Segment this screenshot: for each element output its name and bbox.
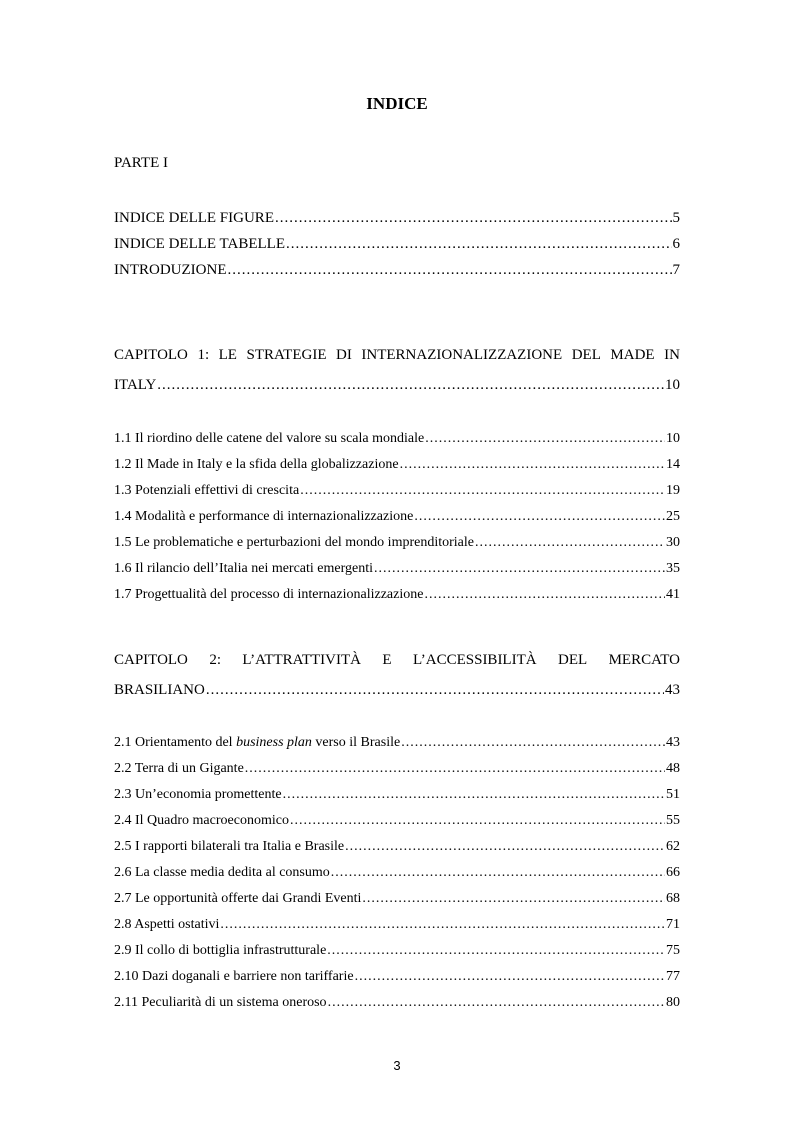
dot-leader: [245, 756, 665, 782]
section-entry: [114, 860, 680, 886]
chapter-title-word: DEL: [558, 652, 588, 668]
section-page: 66: [666, 865, 680, 880]
dot-leader: [286, 231, 672, 257]
chapter-title-word: DI: [336, 347, 352, 363]
chapter-1-title-line2: [114, 370, 680, 400]
chapter-1-page: 10: [665, 377, 680, 393]
section-entry: [114, 912, 680, 938]
chapter-title-word: INTERNAZIONALIZZAZIONE: [361, 347, 563, 363]
section-page: 48: [666, 761, 680, 776]
section-title: [114, 504, 413, 530]
chapter-title-word: MERCATO: [608, 652, 680, 668]
chapter-title-word: CAPITOLO: [114, 347, 188, 363]
section-title-text: 2.6 La classe media dedita al consumo: [114, 865, 330, 880]
dot-leader: [475, 530, 665, 556]
page-title: INDICE: [366, 94, 428, 113]
dot-leader: [331, 860, 665, 886]
section-page: 43: [666, 735, 680, 750]
section-title-text: 2.11 Peculiarità di un sistema oneroso: [114, 995, 327, 1010]
dot-leader: [283, 782, 665, 808]
section-title-text: 1.3 Potenziali effettivi di crescita: [114, 483, 300, 498]
section-page: 10: [666, 431, 680, 446]
section-title-text: 2.10 Dazi doganali e barriere non tariffarie: [114, 969, 354, 984]
chapter-2-title-line2: [114, 675, 680, 705]
dot-leader: [374, 556, 665, 582]
section-page: 71: [666, 917, 680, 932]
section-entry: [114, 756, 680, 782]
section-title: [114, 834, 344, 860]
section-entry: [114, 938, 680, 964]
chapter-2-title-line1: [114, 645, 680, 675]
section-entry: [114, 426, 680, 452]
section-entry: [114, 530, 680, 556]
section-page: 62: [666, 839, 680, 854]
chapter-title-word: 1:: [197, 347, 210, 363]
section-title-text: 2.4 Il Quadro macroeconomico: [114, 813, 289, 828]
section-title-text: 2.2 Terra di un Gigante: [114, 761, 244, 776]
section-title-text: 2.1 Orientamento del: [114, 735, 237, 750]
chapter-title-word: IN: [664, 347, 680, 363]
section-page: 41: [666, 587, 680, 602]
section-title-text: 2.9 Il collo di bottiglia infrastrutturale: [114, 943, 327, 958]
dot-leader: [327, 938, 665, 964]
dot-leader: [345, 834, 665, 860]
dot-leader: [157, 370, 664, 400]
chapter-title-word: LE: [218, 347, 237, 363]
dot-leader: [220, 912, 665, 938]
dot-leader: [401, 730, 665, 756]
section-title: [114, 582, 423, 608]
section-entry: [114, 964, 680, 990]
dot-leader: [414, 504, 665, 530]
dot-leader: [328, 990, 665, 1016]
section-title: [114, 886, 361, 912]
toc-entry-title: INDICE DELLE FIGURE: [114, 210, 274, 226]
section-entry: [114, 556, 680, 582]
section-page: 77: [666, 969, 680, 984]
section-title: [114, 426, 424, 452]
dot-leader: [206, 675, 664, 705]
dot-leader: [300, 478, 665, 504]
section-title-text: 1.1 Il riordino delle catene del valore su scala mondiale: [114, 431, 425, 446]
toc-entry-page: 5: [672, 210, 680, 226]
section-title: [114, 556, 373, 582]
section-page: 68: [666, 891, 680, 906]
section-title: [114, 912, 219, 938]
section-page: 75: [666, 943, 680, 958]
section-entry: [114, 730, 680, 756]
section-title-text: 1.4 Modalità e performance di internazionalizzazione: [114, 509, 414, 524]
section-page: 35: [666, 561, 680, 576]
dot-leader: [275, 205, 672, 231]
section-title-text: 2.3 Un’economia promettente: [114, 787, 282, 802]
chapter-title-word: DEL: [571, 347, 601, 363]
section-title-text: 1.2 Il Made in Italy e la sfida della globalizzazione: [114, 457, 399, 472]
chapter-1-sections: [114, 426, 680, 608]
toc-entry-page: 6: [672, 236, 680, 252]
chapter-title-word: MADE: [610, 347, 655, 363]
chapter-title-word: 2:: [209, 652, 221, 668]
chapter-2-title-end: BRASILIANO: [114, 682, 205, 698]
section-title-text: 2.8 Aspetti ostativi: [114, 917, 220, 932]
part-label: PARTE I: [114, 155, 168, 171]
section-title-suffix: verso il Brasile: [311, 735, 401, 750]
section-title: [114, 860, 330, 886]
section-title: [114, 964, 354, 990]
section-title-text: 2.5 I rapporti bilaterali tra Italia e Brasile: [114, 839, 345, 854]
section-title: [114, 782, 282, 808]
chapter-title-word: L’ATTRATTIVITÀ: [242, 652, 361, 668]
section-title: [114, 730, 400, 756]
chapter-2-sections: [114, 730, 680, 1016]
chapter-2-heading: [114, 645, 680, 705]
toc-entry: [114, 205, 680, 231]
dot-leader: [355, 964, 665, 990]
chapter-title-word: CAPITOLO: [114, 652, 188, 668]
toc-entry-title: INDICE DELLE TABELLE: [114, 236, 285, 252]
chapter-title-word: STRATEGIE: [246, 347, 327, 363]
section-title: [114, 452, 399, 478]
toc-entry: [114, 257, 680, 283]
section-title: [114, 530, 474, 556]
section-title-italic: business plan: [236, 735, 312, 750]
section-page: 14: [666, 457, 680, 472]
chapter-1-heading: [114, 340, 680, 400]
chapter-title-word: E: [382, 652, 392, 668]
section-entry: [114, 808, 680, 834]
dot-leader: [227, 257, 671, 283]
chapter-1-title-end: ITALY: [114, 377, 157, 393]
section-title: [114, 478, 299, 504]
section-page: 55: [666, 813, 680, 828]
dot-leader: [362, 886, 665, 912]
section-entry: [114, 478, 680, 504]
section-entry: [114, 452, 680, 478]
section-title-text: 1.7 Progettualità del processo di internazionalizzazione: [114, 587, 424, 602]
section-entry: [114, 504, 680, 530]
chapter-2-page: 43: [665, 682, 680, 698]
page-number: 3: [393, 1058, 401, 1073]
toc-entry-page: 7: [672, 262, 680, 278]
section-entry: [114, 990, 680, 1016]
section-entry: [114, 886, 680, 912]
section-title: [114, 808, 289, 834]
chapter-1-title-line1: [114, 340, 680, 370]
section-entry: [114, 582, 680, 608]
section-page: 19: [666, 483, 680, 498]
section-title-text: 2.7 Le opportunità offerte dai Grandi Eventi: [114, 891, 362, 906]
section-title: [114, 990, 327, 1016]
toc-entry: [114, 231, 680, 257]
section-entry: [114, 782, 680, 808]
toc-entry-title: INTRODUZIONE: [114, 262, 227, 278]
dot-leader: [425, 426, 665, 452]
section-title: [114, 756, 244, 782]
section-page: 25: [666, 509, 680, 524]
section-page: 51: [666, 787, 680, 802]
section-title-text: 1.5 Le problematiche e perturbazioni del mondo imprenditoriale: [114, 535, 474, 550]
section-page: 30: [666, 535, 680, 550]
front-matter-list: [114, 205, 680, 283]
section-title: [114, 938, 326, 964]
dot-leader: [400, 452, 665, 478]
section-page: 80: [666, 995, 680, 1010]
dot-leader: [290, 808, 665, 834]
chapter-title-word: L’ACCESSIBILITÀ: [412, 652, 537, 668]
section-title-text: 1.6 Il rilancio dell’Italia nei mercati emergenti: [114, 561, 374, 576]
section-entry: [114, 834, 680, 860]
dot-leader: [424, 582, 665, 608]
